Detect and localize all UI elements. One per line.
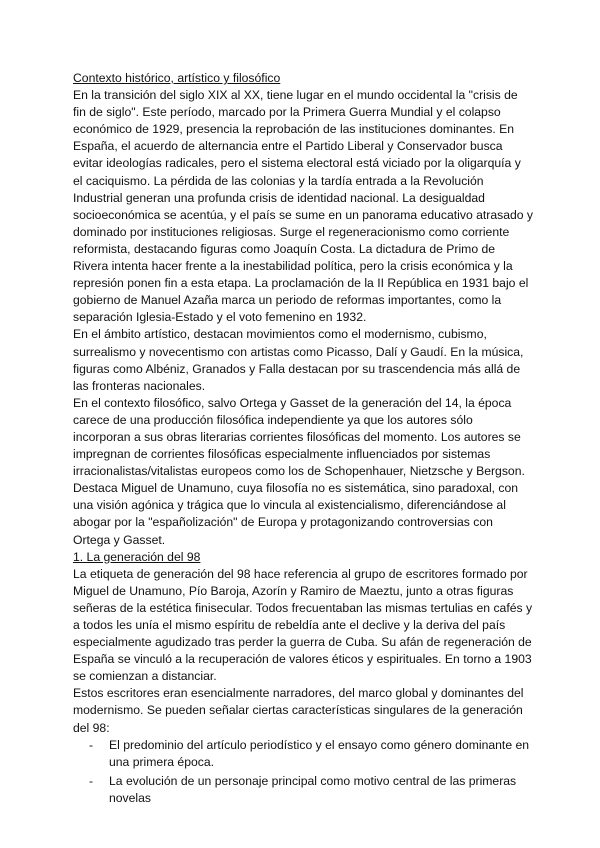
list-item [73, 773, 533, 807]
paragraph-historical-context: En la transición del siglo XIX al XX, tiene lugar en el mundo occidental la "crisis de fin de siglo". Este período, marcado por la Primera Guerra Mundial y el colapso económico de 1929, presencia la reprobación de las instituciones dominantes. En España, el acuerdo de alternancia entre el Partido Liberal y Conservador busca evitar ideologías radicales, pero el sistema electoral está viciado por la oligarquía y el caciquismo. La pérdida de las colonias y la tardía entrada a la Revolución Industrial generan una profunda crisis de identidad nacional. La desigualdad socioeconómica se acentúa, y el país se sume en un panorama educativo atrasado y dominado por instituciones religiosas. Surge el regeneracionismo como corriente reformista, destacando figuras como Joaquín Costa. La dictadura de Primo de Rivera intenta hacer frente a la inestabilidad política, pero la crisis económica y la represión ponen fin a esta etapa. La proclamación de la II República en 1931 bajo el gobierno de Manuel Azaña marca un periodo de reformas importantes, como la separación Iglesia-Estado y el voto femenino en 1932. [73, 88, 534, 325]
paragraph-generation-definition: La etiqueta de generación del 98 hace referencia al grupo de escritores formado por Miguel de Unamuno, Pío Baroja, Azorín y Ramiro de Maeztu, junto a otras figuras señeras de la estética finisecular. Todos frecuentaban las mismas tertulias en cafés y a todos les unía el mismo espíritu de rebeldía ante el declive y la deriva del país especialmente agudizado tras perder la guerra de Cuba. Su afán de regeneración de España se vinculó a la recuperación de valores éticos y espirituales. En torno a 1903 se comienzan a distanciar. [73, 566, 533, 684]
paragraph-philosophical-context: En el contexto filosófico, salvo Ortega y Gasset de la generación del 14, la época carece de una producción filosófica independiente ya que los autores sólo incorporan a sus obras literarias corrientes filosóficas del momento. Los autores se impregnan de corrientes filosóficas especialmente influenciados por sistemas irracionalistas/vitalistas europeos como los de Schopenhauer, Nietzsche y Bergson. Destaca Miguel de Unamuno, cuya filosofía no es sistemática, sino paradoxal, con una visión agónica y trágica que lo vincula al existencialismo, diferenciándose al abogar por la "españolización" de Europa y protagonizando controversias con Ortega y Gasset. [73, 395, 525, 547]
section-heading-generation-98: 1. La generación del 98 [73, 549, 201, 564]
characteristics-list [73, 737, 533, 807]
list-item-text: El predominio del artículo periodístico y el ensayo como género dominante en una primera época. [109, 737, 530, 769]
list-item [73, 737, 533, 771]
bullet-dash: - [89, 737, 94, 752]
bullet-dash: - [89, 773, 94, 788]
paragraph-artistic-context: En el ámbito artístico, destacan movimientos como el modernismo, cubismo, surrealismo y novecentismo con artistas como Picasso, Dalí y Gaudí. En la música, figuras como Albéniz, Granados y Falla destacan por su trascendencia más allá de las fronteras nacionales. [73, 327, 524, 393]
paragraph-generation-characteristics: Estos escritores eran esencialmente narradores, del marco global y dominantes del modernismo. Se pueden señalar ciertas características singulares de la generación del 98: [73, 686, 524, 735]
document-page [73, 70, 533, 809]
section-heading-context: Contexto histórico, artístico y filosófico [73, 71, 281, 85]
list-item-text: La evolución de un personaje principal como motivo central de las primeras novelas [109, 773, 517, 805]
